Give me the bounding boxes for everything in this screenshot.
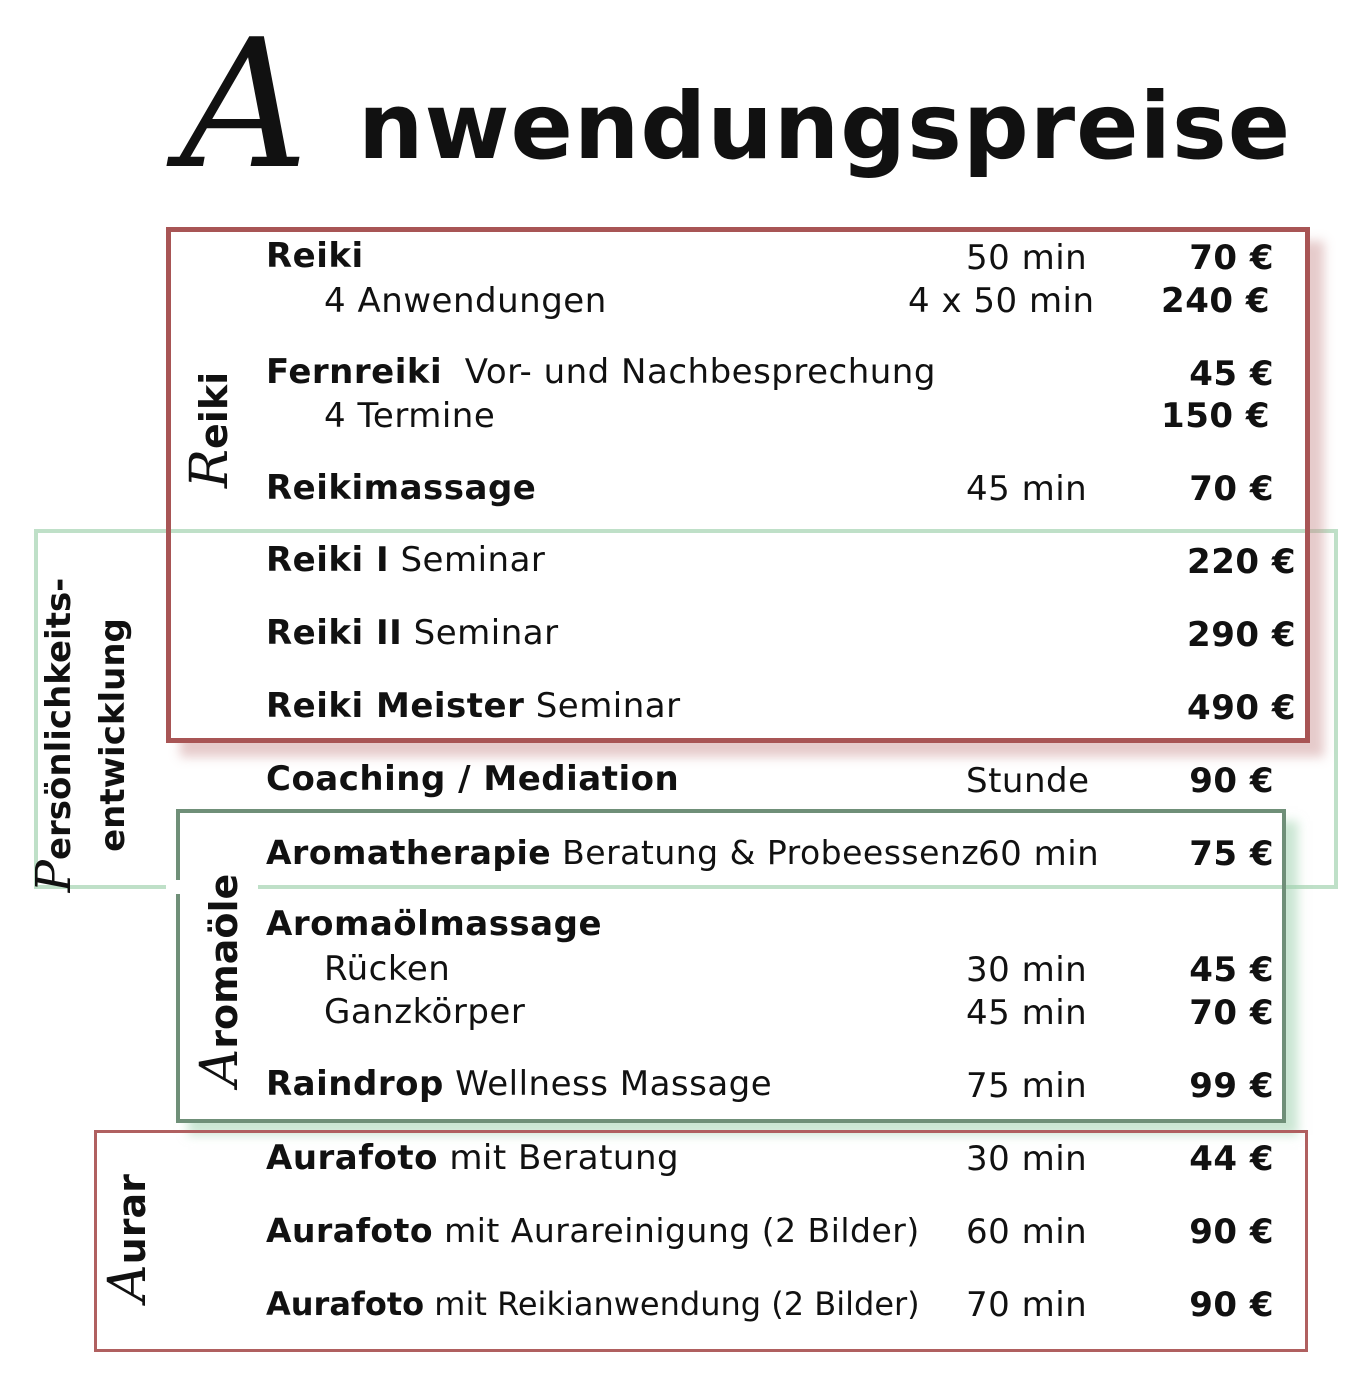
item-name: Reiki II [266,613,403,653]
item-price: 45 € [1189,950,1274,990]
item-name: Fernreiki [266,352,443,392]
item-desc: Seminar [535,686,681,726]
section-label-reiki [180,280,240,580]
item-desc: mit Aurareinigung (2 Bilder) [444,1211,920,1250]
item-price: 90 € [1189,761,1274,801]
item-name: 4 Termine [324,396,496,436]
item-name: Reiki Meister [266,686,525,726]
item-name: Reiki I [266,540,390,580]
section-label-aura [98,1108,158,1368]
item-row [266,1282,920,1326]
item-price: 44 € [1189,1139,1274,1179]
section-initial: R [180,448,240,489]
item-name: Reikimassage [266,468,537,508]
item-duration: 60 min [966,1212,1088,1252]
item-desc: Seminar [400,540,546,580]
item-price: 150 € [1161,396,1270,436]
item-name: Aromaölmassage [266,904,603,944]
item-duration: 75 min [966,1066,1088,1106]
item-row [266,831,979,875]
item-row [266,538,545,582]
title-initial: A [180,1,309,208]
item-duration: 30 min [966,1139,1088,1179]
item-price: 90 € [1189,1212,1274,1252]
section-label-text: ersönlichkeits- [39,577,79,861]
item-name: Reiki [266,236,364,276]
item-duration: Stunde [966,761,1090,801]
section-initial: P [26,860,82,893]
section-label-text: eiki [192,371,236,449]
item-duration: 60 min [978,834,1100,874]
item-desc: Seminar [413,613,559,653]
section-initial: A [98,1264,158,1302]
section-label-text: romaöle [202,873,246,1049]
item-row [266,350,936,394]
item-price: 490 € [1187,688,1296,728]
item-row [266,611,559,655]
item-duration: 45 min [966,993,1088,1033]
item-price: 90 € [1189,1285,1274,1325]
item-name: Aurafoto [266,1285,425,1323]
section-label-persoenlichkeit [26,555,140,915]
item-name: Rücken [324,949,451,989]
item-desc: mit Beratung [449,1138,680,1178]
item-price: 70 € [1189,993,1274,1033]
item-desc: Beratung & Probeessenz [562,833,980,872]
section-label-text: urar [110,1174,154,1265]
section-label-aroma [190,830,250,1130]
item-price: 75 € [1189,834,1274,874]
item-name: Coaching / Mediation [266,759,680,799]
item-duration: 4 x 50 min [908,281,1095,321]
title-text: nwendungspreise [358,73,1292,180]
item-name: Aurafoto [266,1211,434,1250]
item-price: 99 € [1189,1066,1274,1106]
item-duration: 30 min [966,950,1088,990]
item-price: 220 € [1187,542,1296,582]
item-name: Raindrop [266,1064,444,1104]
page-title [180,1,1292,208]
item-price: 70 € [1189,469,1274,509]
item-price: 240 € [1161,281,1270,321]
item-desc: Wellness Massage [455,1064,773,1104]
item-name: 4 Anwendungen [324,281,607,321]
item-name: Ganzkörper [324,992,526,1032]
item-duration: 70 min [966,1285,1088,1325]
item-desc: mit Reikianwendung (2 Bilder) [434,1285,920,1323]
item-name: Aromatherapie [266,833,552,872]
section-initial: A [190,1048,250,1087]
section-label-text: entwicklung [93,618,133,852]
item-price: 70 € [1189,238,1274,278]
item-row [266,684,681,728]
item-row [266,1209,920,1253]
item-desc: Vor- und Nachbesprechung [464,352,936,392]
item-row [266,1062,772,1106]
item-duration: 50 min [966,238,1088,278]
item-price: 45 € [1189,354,1274,394]
item-name: Aurafoto [266,1138,438,1178]
item-price: 290 € [1187,615,1296,655]
item-duration: 45 min [966,469,1088,509]
item-row [266,1136,679,1180]
